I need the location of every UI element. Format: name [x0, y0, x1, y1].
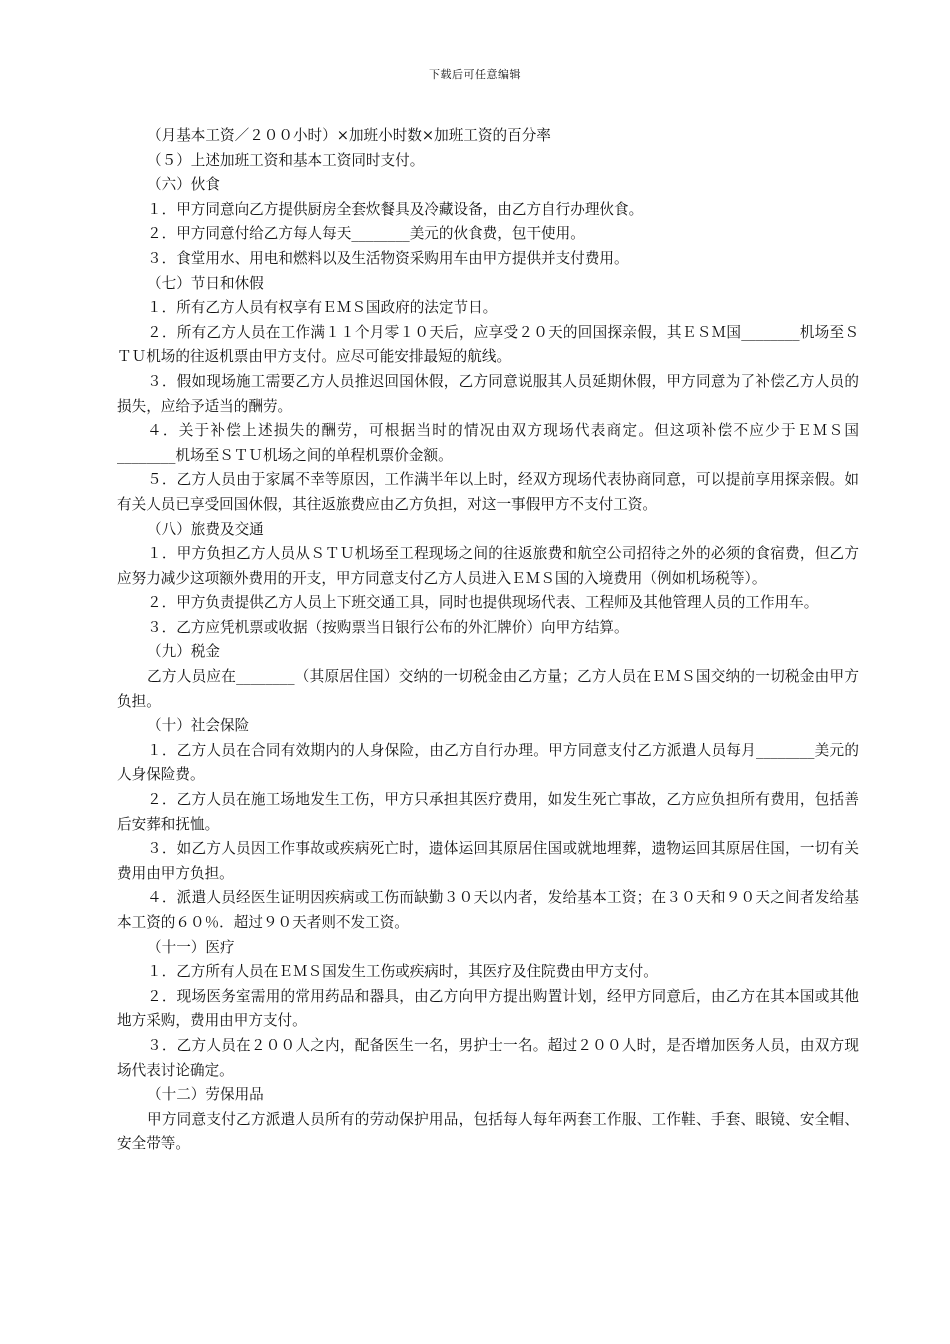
paragraph: ２．乙方人员在施工场地发生工伤，甲方只承担其医疗费用，如发生死亡事故，乙方应负担所有费用，包括善后安葬和抚恤。 [117, 791, 859, 833]
paragraph: １．甲方负担乙方人员从ＳＴＵ机场至工程现场之间的往返旅费和航空公司招待之外的必须的食宿费，但乙方应努力减少这项额外费用的开支，甲方同意支付乙方人员进入ＥＭＳ国的入境费用（例如机场税等）。 [117, 545, 859, 587]
paragraph: ３．如乙方人员因工作事故或疾病死亡时，遗体运回其原居住国或就地埋葬，遗物运回其原居住国，一切有关费用由甲方负担。 [117, 840, 859, 882]
paragraph: ３．假如现场施工需要乙方人员推迟回国休假，乙方同意说服其人员延期休假，甲方同意为了补偿乙方人员的损失，应给予适当的酬劳。 [117, 372, 859, 415]
paragraph-overtime-formula: （月基本工资／２００小时）×加班小时数×加班工资的百分率 [147, 127, 551, 144]
paragraph: ３．乙方人员在２００人之内，配备医生一名，男护士一名。超过２００人时，是否增加医务人员，由双方现场代表讨论确定。 [117, 1036, 859, 1079]
section-heading-taxes: （九）税金 [147, 643, 220, 661]
paragraph: １．甲方同意向乙方提供厨房全套炊餐具及冷藏设备，由乙方自行办理伙食。 [147, 200, 644, 218]
paragraph: ２．现场医务室需用的常用药品和器具，由乙方向甲方提出购置计划，经甲方同意后，由乙方在其本国或其他地方采购，费用由甲方支付。 [117, 987, 859, 1030]
paragraph: 甲方同意支付乙方派遣人员所有的劳动保护用品，包括每人每年两套工作服、工作鞋、手套、眼镜、安全帽、安全带等。 [117, 1110, 859, 1153]
section-heading-meals: （六）伙食 [147, 176, 220, 194]
section-heading-insurance: （十）社会保险 [147, 717, 250, 735]
paragraph: 乙方人员应在________（其原居住国）交纳的一切税金由乙方量；乙方人员在ＥＭＳ国交纳的一切税金由甲方负担。 [117, 668, 859, 710]
paragraph: ４．派遣人员经医生证明因疾病或工伤而缺勤３０天以内者，发给基本工资；在３０天和９０天之间者发给基本工资的６０％．超过９０天者则不发工资。 [117, 889, 859, 931]
page-header: 下载后可任意编辑 [429, 68, 521, 81]
paragraph: １．所有乙方人员有权享有ＥＭＳ国政府的法定节日。 [147, 299, 498, 317]
paragraph: ３．乙方应凭机票或收据（按购票当日银行公布的外汇牌价）向甲方结算。 [147, 618, 629, 636]
section-heading-holidays: （七）节日和休假 [147, 274, 264, 292]
section-heading-medical: （十一）医疗 [147, 938, 235, 956]
paragraph: ４．关于补偿上述损失的酬劳，可根据当时的情况由双方现场代表商定。但这项补偿不应少于ＥＭＳ国________机场至ＳＴＵ机场之间的单程机票价金额。 [117, 422, 859, 464]
paragraph: ３．食堂用水、用电和燃料以及生活物资采购用车由甲方提供并支付费用。 [147, 249, 629, 267]
paragraph: ２．所有乙方人员在工作满１１个月零１０天后，应享受２０天的回国探亲假，其ＥＳＭ国________机场至ＳＴＵ机场的往返机票由甲方支付。应尽可能安排最短的航线。 [117, 323, 859, 366]
document-body [117, 124, 859, 1157]
paragraph: ５．乙方人员由于家属不幸等原因，工作满半年以上时，经双方现场代表协商同意，可以提前享用探亲假。如有关人员已享受回国休假，其往返旅费应由乙方负担，对这一事假甲方不支付工资。 [117, 471, 859, 513]
section-heading-protective-gear: （十二）劳保用品 [147, 1086, 264, 1104]
paragraph: １．乙方人员在合同有效期内的人身保险，由乙方自行办理。甲方同意支付乙方派遣人员每月________美元的人身保险费。 [117, 741, 859, 784]
paragraph-overtime-payment: （５）上述加班工资和基本工资同时支付。 [147, 151, 425, 169]
paragraph: ２．甲方同意付给乙方每人每天________美元的伙食费，包干使用。 [147, 225, 585, 243]
section-heading-travel: （八）旅费及交通 [147, 520, 264, 538]
paragraph: １．乙方所有人员在ＥＭＳ国发生工伤或疾病时，其医疗及住院费由甲方支付。 [147, 963, 658, 981]
paragraph: ２．甲方负责提供乙方人员上下班交通工具，同时也提供现场代表、工程师及其他管理人员的工作用车。 [147, 594, 819, 612]
